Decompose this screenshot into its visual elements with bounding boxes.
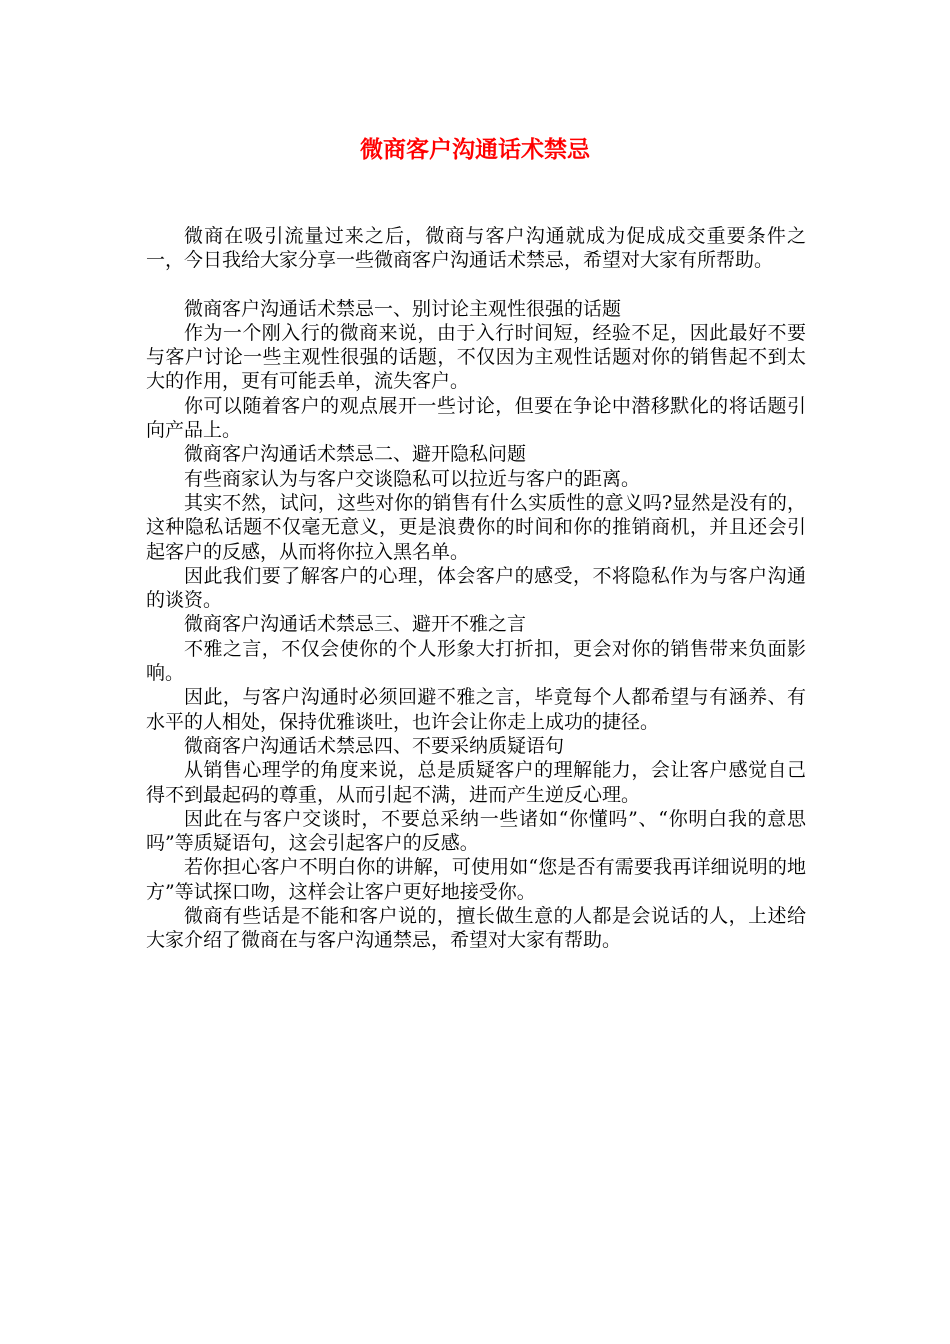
- document-title: 微商客户沟通话术禁忌: [360, 137, 590, 163]
- section-heading-3: 微商客户沟通话术禁忌三、避开不雅之言: [184, 613, 527, 636]
- paragraph: 不雅之言，不仅会使你的个人形象大打折扣，更会对你的销售带来负面影响。: [146, 637, 806, 685]
- paragraph: 作为一个刚入行的微商来说，由于入行时间短，经验不足，因此最好不要与客户讨论一些主观性很强的话题，不仅因为主观性话题对你的销售起不到太大的作用，更有可能丢单，流失客户。: [146, 321, 806, 393]
- paragraph: 有些商家认为与客户交谈隐私可以拉近与客户的距离。: [184, 467, 641, 490]
- paragraph: 因此在与客户交谈时，不要总采纳一些诸如“你懂吗”、“你明白我的意思吗”等质疑语句，这会引起客户的反感。: [146, 807, 806, 855]
- closing-paragraph: 微商有些话是不能和客户说的，擅长做生意的人都是会说话的人，上述给大家介绍了微商在与客户沟通禁忌，希望对大家有帮助。: [146, 905, 806, 952]
- paragraph: 你可以随着客户的观点展开一些讨论，但要在争论中潜移默化的将话题引向产品上。: [146, 394, 806, 442]
- section-heading-4: 微商客户沟通话术禁忌四、不要采纳质疑语句: [184, 734, 565, 757]
- paragraph: 因此，与客户沟通时必须回避不雅之言，毕竟每个人都希望与有涵养、有水平的人相处，保持优雅谈吐，也许会让你走上成功的捷径。: [146, 686, 806, 733]
- section-heading-2: 微商客户沟通话术禁忌二、避开隐私问题: [184, 443, 527, 466]
- paragraph: 因此我们要了解客户的心理，体会客户的感受，不将隐私作为与客户沟通的谈资。: [146, 564, 806, 612]
- document-body: [146, 224, 806, 953]
- paragraph: 从销售心理学的角度来说，总是质疑客户的理解能力，会让客户感觉自己得不到最起码的尊重，从而引起不满，进而产生逆反心理。: [146, 759, 806, 806]
- section-heading-1: 微商客户沟通话术禁忌一、别讨论主观性很强的话题: [184, 297, 622, 320]
- intro-paragraph: 微商在吸引流量过来之后，微商与客户沟通就成为促成成交重要条件之一，今日我给大家分享一些微商客户沟通话术禁忌，希望对大家有所帮助。: [146, 225, 806, 272]
- paragraph: 其实不然，试问，这些对你的销售有什么实质性的意义吗?显然是没有的，这种隐私话题不仅毫无意义，更是浪费你的时间和你的推销商机，并且还会引起客户的反感，从而将你拉入黑名单。: [146, 491, 806, 563]
- paragraph: 若你担心客户不明白你的讲解，可使用如“您是否有需要我再详细说明的地方”等试探口吻，这样会让客户更好地接受你。: [146, 856, 806, 903]
